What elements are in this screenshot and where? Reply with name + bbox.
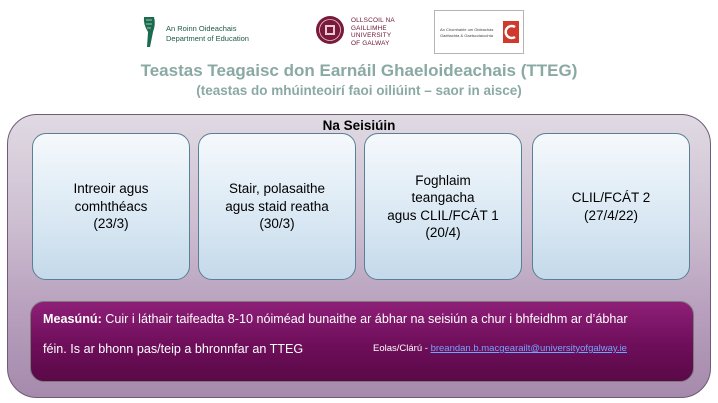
session-card-date: (20/4) [425,225,461,240]
assessment-line-2: féin. Is ar bhonn pas/teip a bhronnfar an TTEG [43,342,304,356]
session-card-1 [32,133,190,280]
partner-line-1: An Chomhairle um Oideachas [440,27,494,32]
session-card-date: (27/4/22) [583,207,639,223]
session-card-line: CLIL/FCÁT 2 [571,190,651,205]
partner-mark-icon [503,21,519,43]
contact-label: Eolas/Clárú - [373,343,428,354]
contact-email-link[interactable]: breandan.b.macgearailt@universityofgalway.ie [430,343,627,354]
session-card-line: Intreoir agus [73,181,149,197]
page-title: Teastas Teagaisc don Earnáil Ghaeloideachais (TTEG) [140,61,578,80]
session-card-2 [198,133,356,280]
session-card-line: Stair, polasaithe [228,181,326,197]
uog-line-3: UNIVERSITY [351,32,392,40]
session-card-line: agus CLIL/FCÁT 1 [387,207,499,223]
partner-logo [434,10,524,54]
partner-line-2: Gaeltachta & Gaelscolaíochta [440,32,493,38]
doe-logo-text [166,24,249,44]
contact-info [373,343,627,354]
session-card-date: (23/3) [93,216,129,232]
uog-logo-text [351,17,395,47]
assessment-line-1 [43,312,628,326]
sessions-panel [7,114,711,398]
university-seal-icon [315,12,345,48]
uog-line-4: OF GALWAY [351,39,390,47]
uog-line-1: OLLSCOIL NA [351,17,395,24]
doe-line-1: An Roinn Oideachais [166,24,237,33]
session-card-3 [364,133,522,280]
assessment-text-1: Cuir i láthair taifeadta 8-10 nóiméad bunaithe ar ábhar na seisiún a chur i bhfeidhm ar d’ábhar [101,312,628,326]
assessment-box [30,301,694,382]
session-card-date: (30/3) [259,216,295,232]
page-subtitle: (teastas do mhúinteoirí faoi oiliúint – saor in aisce) [196,83,522,98]
session-card-4 [532,133,690,280]
partner-logo-text [440,27,493,38]
session-card-line: agus staid reatha [225,198,329,214]
department-of-education-logo [140,14,250,50]
logo-strip [0,10,718,56]
university-of-galway-logo [315,12,425,52]
session-card-line: comhthéacs [74,198,148,214]
sessions-heading: Na Seisiúin [322,118,396,133]
session-card-line: Foghlaim [415,172,471,188]
session-card-line: teangacha [411,190,475,205]
uog-line-2: GAILLIMHE [351,24,387,32]
harp-icon [140,14,158,50]
doe-line-2: Department of Education [166,34,249,43]
assessment-label: Measúnú: [43,312,102,326]
